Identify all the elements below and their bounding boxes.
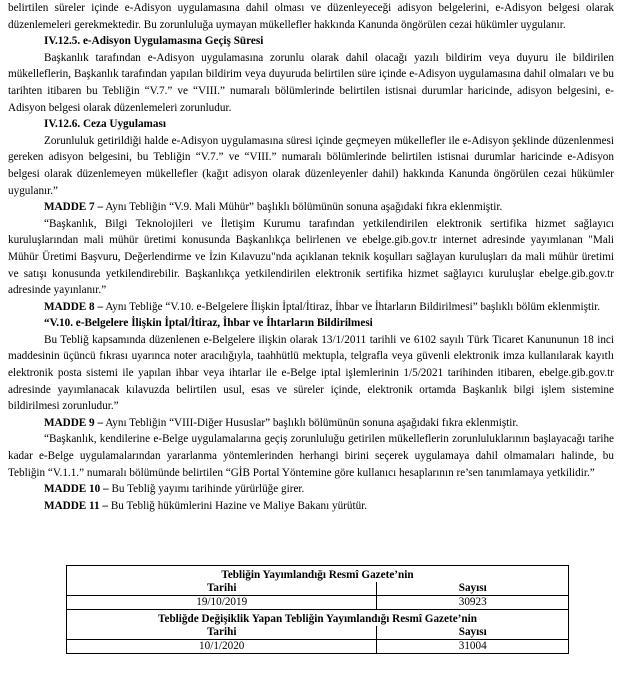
table-cell-date-2: 10/1/2020 (67, 640, 377, 654)
paragraph-intro: belirtilen süreler içinde e-Adisyon uygulamasına dahil olması ve düzenleyeceği adisyon belgelerini, e-Adisyon belgesi olarak düzenlemeleri gerekmektedir. Bu zorunluluğa uymayan mükellefler hakkında Kanunda öngörülen cezai hükümler uygulanır. (8, 2, 614, 31)
article-8-label: MADDE 8 – (44, 300, 104, 313)
publication-table (66, 565, 569, 654)
article-10-label: MADDE 10 – (44, 483, 109, 496)
table-cell-date-1: 19/10/2019 (67, 596, 377, 610)
table-cell-number-2: 31004 (377, 640, 569, 654)
table-header-number-2: Sayısı (458, 626, 487, 638)
table-cell-number-1: 30923 (377, 596, 569, 610)
article-8-text: Aynı Tebliğe “V.10. e-Belgelere İlişkin İptal/İtiraz, İhbar ve İhtarların Bildirilmesi” başlıklı bölüm eklenmiştir. (103, 300, 601, 313)
section-heading-transition: IV.12.5. e-Adisyon Uygulamasına Geçiş Süresi (44, 35, 264, 48)
section-heading-notices: “V.10. e-Belgelere İlişkin İptal/İtiraz, İhbar ve İhtarların Bildirilmesi (44, 317, 373, 330)
article-10-text: Bu Tebliğ yayımı tarihinde yürürlüğe girer. (108, 483, 305, 496)
article-7-text: Aynı Tebliğin “V.9. Mali Mühür” başlıklı bölümünün sonuna aşağıdaki fıkra eklenmiştir. (103, 201, 503, 214)
article-7 (8, 199, 614, 216)
paragraph-portal: “Başkanlık, kendilerine e-Belge uygulamalarına geçiş zorunluluğu getirilen mükelleflerin zorunluluklarının başlayacağı tarihe kadar e-Belge uygulamalarından yararlanma yöntemlerinden herhangi birini seçerek uygulamaya dahil olmamaları halinde, bu Tebliğin “V.1.1.” numaralı bölümünde belirtilen “GİB Portal Yöntemine göre kullanıcı hesaplarının re’sen tanımlamaya yetkilidir.” (8, 433, 614, 479)
table-title-original: Tebliğin Yayımlandığı Resmî Gazete’nin (221, 569, 414, 581)
table-header-date: Tarihi (67, 582, 377, 596)
article-7-label: MADDE 7 – (44, 201, 104, 214)
article-11-label: MADDE 11 – (44, 499, 109, 512)
article-10 (8, 481, 614, 498)
table-header-number: Sayısı (458, 582, 487, 594)
article-9 (8, 415, 614, 432)
article-11-text: Bu Tebliğ hükümlerini Hazine ve Maliye Bakanı yürütür. (108, 499, 368, 512)
paragraph-notices: Bu Tebliğ kapsamında düzenlenen e-Belgelere ilişkin olarak 13/1/2011 tarihli ve 6102 sayılı Türk Ticaret Kanununun 18 inci maddesinin üçüncü fıkrası uyarınca noter aracılığıyla, taahhütlü mektupla, telgrafla veya güvenli elektronik imza kullanılarak kayıtlı elektronik posta sistemi ile yapılan ihbar veya ihtarlar ile e-Belge iptal işlemlerinin 1/5/2021 tarihinden itibaren, ebelge.gib.gov.tr adresinde yayımlanacak kılavuzda belirtilen usul, esas ve süreler içinde, elektronik ortamda Başkanlık bilgi işlem sistemine bildirilmesi zorunludur.” (8, 333, 614, 413)
article-11 (8, 498, 614, 515)
paragraph-penalty: Zorunluluk getirildiği halde e-Adisyon uygulamasına süresi içinde geçmeyen mükellefler ile e-Adisyon şeklinde düzenlenmesi gereken adisyon belgesini, bu Tebliğin “V.7.” ve “VIII.” numaralı bölümlerinde belirtilen istisnai durumlar haricinde e-Adisyon belgesi olarak düzenlemeyen mükellefler (kağıt adisyon olarak düzenleyenler dahil) hakkında Kanunda öngörülen cezai hükümler uygulanır.” (8, 134, 614, 197)
table-title-amendment: Tebliğde Değişiklik Yapan Tebliğin Yayımlandığı Resmî Gazete’nin (67, 610, 569, 627)
paragraph-transition: Başkanlık tarafından e-Adisyon uygulamasına zorunlu olarak dahil olacağı yazılı bildirim veya duyuru ile bildirilen mükelleflerin, Başkanlık tarafından yapılan bildirim veya duyuruda belirtilen süre içinde e-Adisyon uygulamasına dahil olmaları ve bu tarihten itibaren bu Tebliğin “V.7.” ve “VIII.” numaralı bölümlerinde belirtilen istisnai durumlar haricinde, adisyon belgesini, e-Adisyon belgesi olarak düzenlemeleri zorunludur. (8, 51, 614, 114)
article-9-text: Aynı Tebliğin “VIII-Diğer Hususlar” başlıklı bölümünün sonuna aşağıdaki fıkra eklenmiştir. (103, 416, 519, 429)
article-8 (8, 299, 614, 316)
paragraph-seal: “Başkanlık, Bilgi Teknolojileri ve İletişim Kurumu tarafından yetkilendirilen elektronik sertifika hizmet sağlayıcı kuruluşlarından mali mühür üretimi konusunda Başkanlıkça belirlenen ve ebelge.gib.gov.tr internet adresinde yayımlanan "Mali Mühür Üretimi Başvuru, Değerlendirme ve İzin Kılavuzu"nda açıklanan teknik koşulları sağlayan kuruluşları da mali mühür üretimi ve satışı konusunda yetkilendirebilir. Başkanlıkça yetkilendirilen elektronik sertifika hizmet sağlayıcı kuruluşlar ebelge.gib.gov.tr adresinde yayınlanır.” (8, 217, 614, 297)
document-body (8, 0, 614, 514)
article-9-label: MADDE 9 – (44, 416, 104, 429)
section-heading-penalty: IV.12.6. Ceza Uygulaması (44, 118, 166, 131)
table-header-date-2: Tarihi (67, 626, 377, 640)
